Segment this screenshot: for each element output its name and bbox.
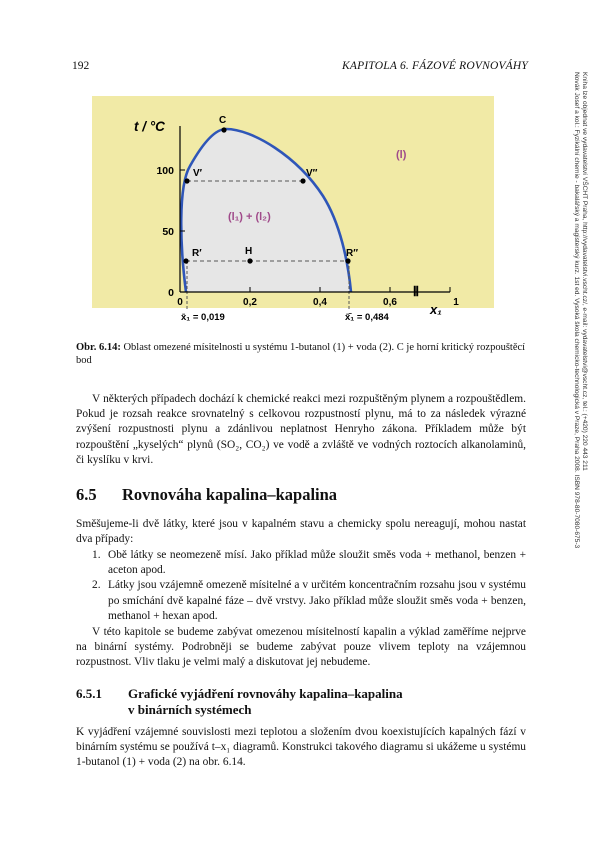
paragraph-1-text: V některých případech dochází k chemické reakci mezi rozpuštěným plynem a rozpouštědlem. Pokud je rozsah reakce srovnatelný s celkovou rozpustností plynu, má to za následek výrazné zvýšení rozpustnosti plynu a zdánlivou neplatnost Henryho zákona. Příkladem může být rozpouštění „kyselých“ plynů (SO₂, CO₂) ve vodě a zvláště ve vodných roztocích alkanolaminů, či kyslíku v krvi. [76,393,526,466]
point-label-r1: R′ [192,248,202,259]
point-h [247,258,252,263]
list-item-text: Látky jsou vzájemně omezeně mísitelné a v určitém koncentračním rozsahu jsou v systému po smíchání dvě kapalné fáze – dvě vrstvy. Jako příklad může sloužit směs voda + benzen, methanol + hexan apod. [108,579,526,622]
figure-caption [76,341,526,367]
paragraph-1 [76,392,526,468]
point-v1 [184,178,189,183]
y-tick-label-50: 50 [162,226,174,238]
region-label-inside: (l₁) + (l₂) [228,211,271,223]
section-number: 6.5 [76,485,97,504]
list-item-text: Obě látky se neomezeně mísí. Jako příklad může sloužit směs voda + methanol, benzen + aceton apod. [108,549,526,577]
figure-caption-label: Obr. 6.14: [76,342,121,353]
case-list [92,548,526,624]
phase-diagram-figure [92,96,494,344]
x-tick-label-04: 0,4 [313,297,327,308]
phase-diagram-svg [92,96,494,344]
point-label-v2: V″ [306,168,318,179]
subsection-number: 6.5.1 [76,686,102,701]
point-v2 [300,178,305,183]
subsection-title-line2: v binárních systémech [128,702,252,717]
subsection-heading [76,686,403,718]
x-tick-label-06: 0,6 [383,297,397,308]
paragraph-2-text: Směšujeme-li dvě látky, které jsou v kapalném stavu a chemicky spolu nereagují, mohou nastat dva případy: [76,518,526,546]
y-tick-label-100: 100 [156,165,174,177]
list-item-marker: 1. [92,549,101,561]
y-tick-label-0: 0 [168,287,174,299]
x-tick-label-02: 0,2 [243,297,257,308]
point-c [221,127,226,132]
point-label-v1: V′ [193,168,203,179]
running-header: KAPITOLA 6. FÁZOVÉ ROVNOVÁHY [342,60,528,72]
paragraph-4-text: K vyjádření vzájemné souvislosti mezi teplotou a složením dvou koexistujících kapalných fází v binárním systému se používá t–x₁ diagramů. Konstrukci takového diagramu si ukážeme u systému 1-butanol (1) + voda (2) na obr. 6.14. [76,726,526,769]
list-item [92,578,526,624]
list-item-marker: 2. [92,579,101,592]
x-axis-label: x₁ [430,302,442,317]
y-axis-label: t / °C [134,119,165,134]
section-heading [76,485,337,505]
x-right-annotation: x̄̄₁ = 0,484 [345,312,389,323]
paragraph-4 [76,725,526,771]
side-note-line2: Kniha lze objednat ve vydavatelství VŠCHT Praha, http://vydavatelstvi.vscht.cz/, e-mail: vydavatelstvi@vscht.cz, tel.: (+420) 220 443 211 [581,72,588,471]
point-r2 [345,258,350,263]
side-note-line1: Novák Josef a kol.: Fyzikální chemie - bakalářský a magisterský kurz. 1st ed. Vysoká škola chemicko-technologická v Praze, Praha 2008. ISBN 978-80-7080-675-3 [573,72,580,549]
point-label-r2: R″ [346,248,359,259]
paragraph-3 [76,625,526,671]
point-label-c: C [219,115,227,126]
paragraph-3-text: V této kapitole se budeme zabývat omezenou mísitelností kapalin a výklad zaměříme nejprve na binární systémy. Podrobněji se budeme zabývat pouze vlivem teploty na vzájemnou rozpustnost. Vliv tlaku je velmi malý a diskutovat jej nebudeme. [76,626,526,669]
region-label-outside: (l) [396,149,407,161]
x-left-annotation: x̄₁ = 0,019 [181,312,225,323]
axis-break-icon: ⦀ [413,284,419,299]
point-label-h: H [245,246,253,257]
side-note [572,72,596,632]
x-tick-label-0: 0 [177,297,183,308]
subsection-title-line1: Grafické vyjádření rovnováhy kapalina–kapalina [128,686,403,701]
list-item [92,548,526,578]
x-tick-label-1: 1 [453,297,459,308]
figure-caption-text: Oblast omezené mísitelnosti u systému 1-butanol (1) + voda (2). C je horní kritický rozpouštěcí bod [76,342,526,366]
section-title: Rovnováha kapalina–kapalina [122,485,338,504]
paragraph-2 [76,517,526,547]
page-number: 192 [72,60,90,72]
point-r1 [183,258,188,263]
